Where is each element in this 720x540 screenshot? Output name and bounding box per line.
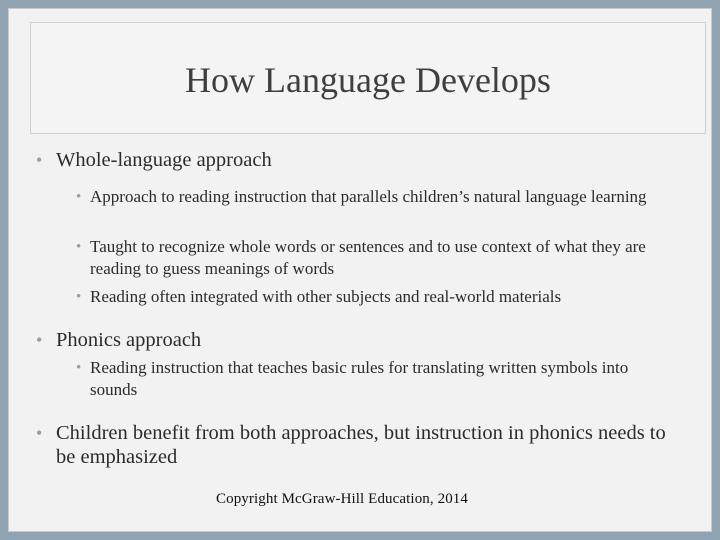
slide-title: How Language Develops: [185, 60, 551, 100]
copyright-footer: Copyright McGraw-Hill Education, 2014: [216, 491, 468, 507]
sub-bullet: [76, 357, 666, 401]
sub-bullet-text: Approach to reading instruction that parallels children’s natural language learning: [90, 187, 647, 206]
bullet-dot-icon: •: [36, 423, 43, 443]
title-box: [30, 22, 706, 134]
bullet-both-approaches: [36, 421, 676, 469]
sub-bullet-dot-icon: •: [76, 239, 82, 255]
sub-bullet: [76, 186, 666, 208]
bullet-text: Phonics approach: [56, 329, 202, 351]
slide: [8, 8, 712, 532]
sub-bullet: [76, 286, 666, 308]
sub-bullet-text: Reading often integrated with other subjects and real-world materials: [90, 287, 562, 306]
bullet-dot-icon: •: [36, 150, 43, 170]
sub-bullet-dot-icon: •: [76, 289, 82, 305]
bullet-text: Children benefit from both approaches, but instruction in phonics needs to be emphasized: [56, 422, 666, 468]
bullet-phonics: [36, 328, 676, 352]
sub-bullet-dot-icon: •: [76, 189, 82, 205]
bullet-dot-icon: •: [36, 330, 43, 350]
bullet-whole-language: [36, 148, 676, 172]
sub-bullet-text: Reading instruction that teaches basic rules for translating written symbols into sounds: [90, 358, 629, 399]
sub-bullet-text: Taught to recognize whole words or sentences and to use context of what they are reading to guess meanings of words: [90, 237, 646, 278]
bullet-text: Whole-language approach: [56, 149, 272, 171]
sub-bullet: [76, 236, 666, 280]
sub-bullet-dot-icon: •: [76, 360, 82, 376]
